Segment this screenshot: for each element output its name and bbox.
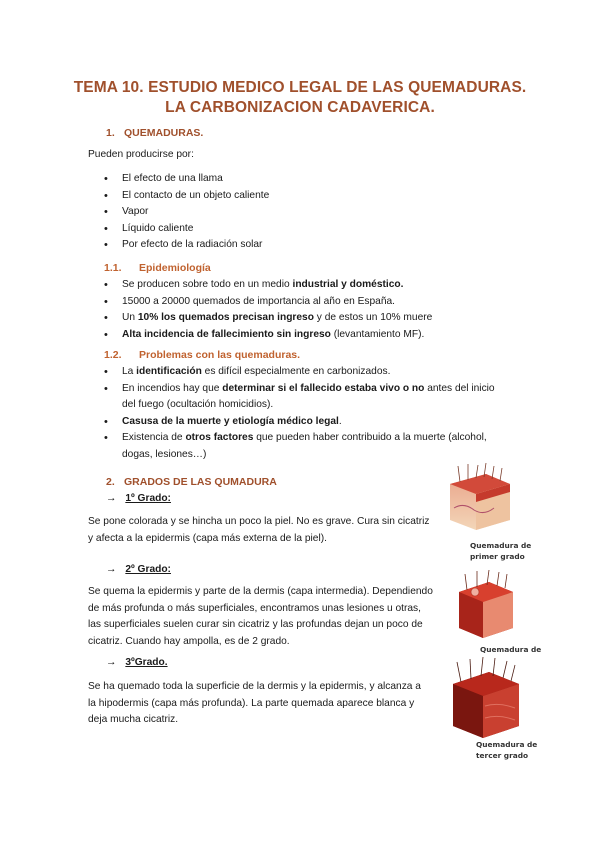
arrow-right-icon: → bbox=[106, 492, 117, 504]
grade1-text: Se pone colorada y se hincha un poco la piel. No es grave. Cura sin cicatriz y afecta a la epidermis (capa más externa de la piel). bbox=[88, 516, 430, 544]
caption-first-degree: Quemadura de primer grado bbox=[470, 541, 532, 561]
list-item: • 15000 a 20000 quemados de importancia al año en España. bbox=[104, 295, 396, 308]
second-degree-burn-illustration bbox=[455, 568, 515, 640]
list-item: • La identificación es difícil especialmente en carbonizados. bbox=[104, 366, 391, 378]
causes-list bbox=[104, 171, 502, 254]
epidemiology-list bbox=[104, 277, 522, 343]
section1-intro: Pueden producirse por: bbox=[88, 149, 194, 160]
list-item: • Casusa de la muerte y etiología médico legal. bbox=[104, 415, 342, 428]
page-title-line2: LA CARBONIZACION CADAVERICA. bbox=[165, 99, 435, 116]
problems-list bbox=[104, 364, 522, 463]
grade1-heading: → 1º Grado: bbox=[106, 492, 171, 504]
subsection-1-1-heading: Epidemiología bbox=[139, 262, 211, 274]
grade2-heading: → 2º Grado: bbox=[106, 563, 171, 575]
list-item: • Se producen sobre todo en un medio industrial y doméstico. bbox=[104, 279, 404, 291]
caption-second-degree: Quemadura de bbox=[480, 645, 542, 654]
third-degree-burn-illustration bbox=[449, 656, 521, 740]
section1-number: 1. bbox=[106, 127, 115, 139]
caption-third-degree: Quemadura de tercer grado bbox=[476, 740, 538, 760]
list-item: • Alta incidencia de fallecimiento sin ingreso (levantamiento MF). bbox=[104, 328, 425, 341]
section2-number: 2. bbox=[106, 476, 115, 488]
section1-heading: QUEMADURAS. bbox=[124, 127, 204, 139]
subsection-1-2-heading: Problemas con las quemaduras. bbox=[139, 349, 301, 361]
list-item: • Un 10% los quemados precisan ingreso y de estos un 10% muere bbox=[104, 312, 433, 324]
section2-heading: GRADOS DE LAS QUMADURA bbox=[124, 476, 277, 488]
list-item: • Por efecto de la radiación solar bbox=[104, 239, 263, 251]
list-item: • En incendios hay que determinar si el fallecido estaba vivo o no antes del inicio del fuego (ocultación homicidios). bbox=[104, 382, 495, 410]
list-item: • El contacto de un objeto caliente bbox=[104, 189, 270, 202]
arrow-right-icon: → bbox=[106, 656, 117, 668]
list-item: • El efecto de una llama bbox=[104, 173, 223, 185]
arrow-right-icon: → bbox=[106, 563, 117, 575]
grade3-text: Se ha quemado toda la superficie de la dermis y la epidermis, y alcanza a la hipodermis (capa más profunda). La parte quemada aparece blanca y deja mucha cicatriz. bbox=[88, 681, 421, 725]
first-degree-burn-illustration bbox=[446, 462, 512, 532]
list-item: • Vapor bbox=[104, 206, 149, 218]
grade3-heading: → 3ºGrado. bbox=[106, 656, 168, 668]
list-item: • Líquido caliente bbox=[104, 222, 194, 235]
subsection-1-2-number: 1.2. bbox=[104, 349, 122, 361]
grade2-text: Se quema la epidermis y parte de la dermis (capa intermedia). Dependiendo de más profunda o más superficiales, encontramos unas lesiones u otras, las superficiales suelen curar sin cicatriz y las profundas dejan un poco de cicatriz. Cuando hay ampolla, es de 2 grado. bbox=[88, 586, 433, 647]
list-item: • Existencia de otros factores que pueden haber contribuido a la muerte (alcohol, dogas, lesiones…) bbox=[104, 432, 487, 460]
subsection-1-1-number: 1.1. bbox=[104, 262, 122, 274]
page-title-line1: TEMA 10. ESTUDIO MEDICO LEGAL DE LAS QUEMADURAS. bbox=[73, 79, 527, 96]
